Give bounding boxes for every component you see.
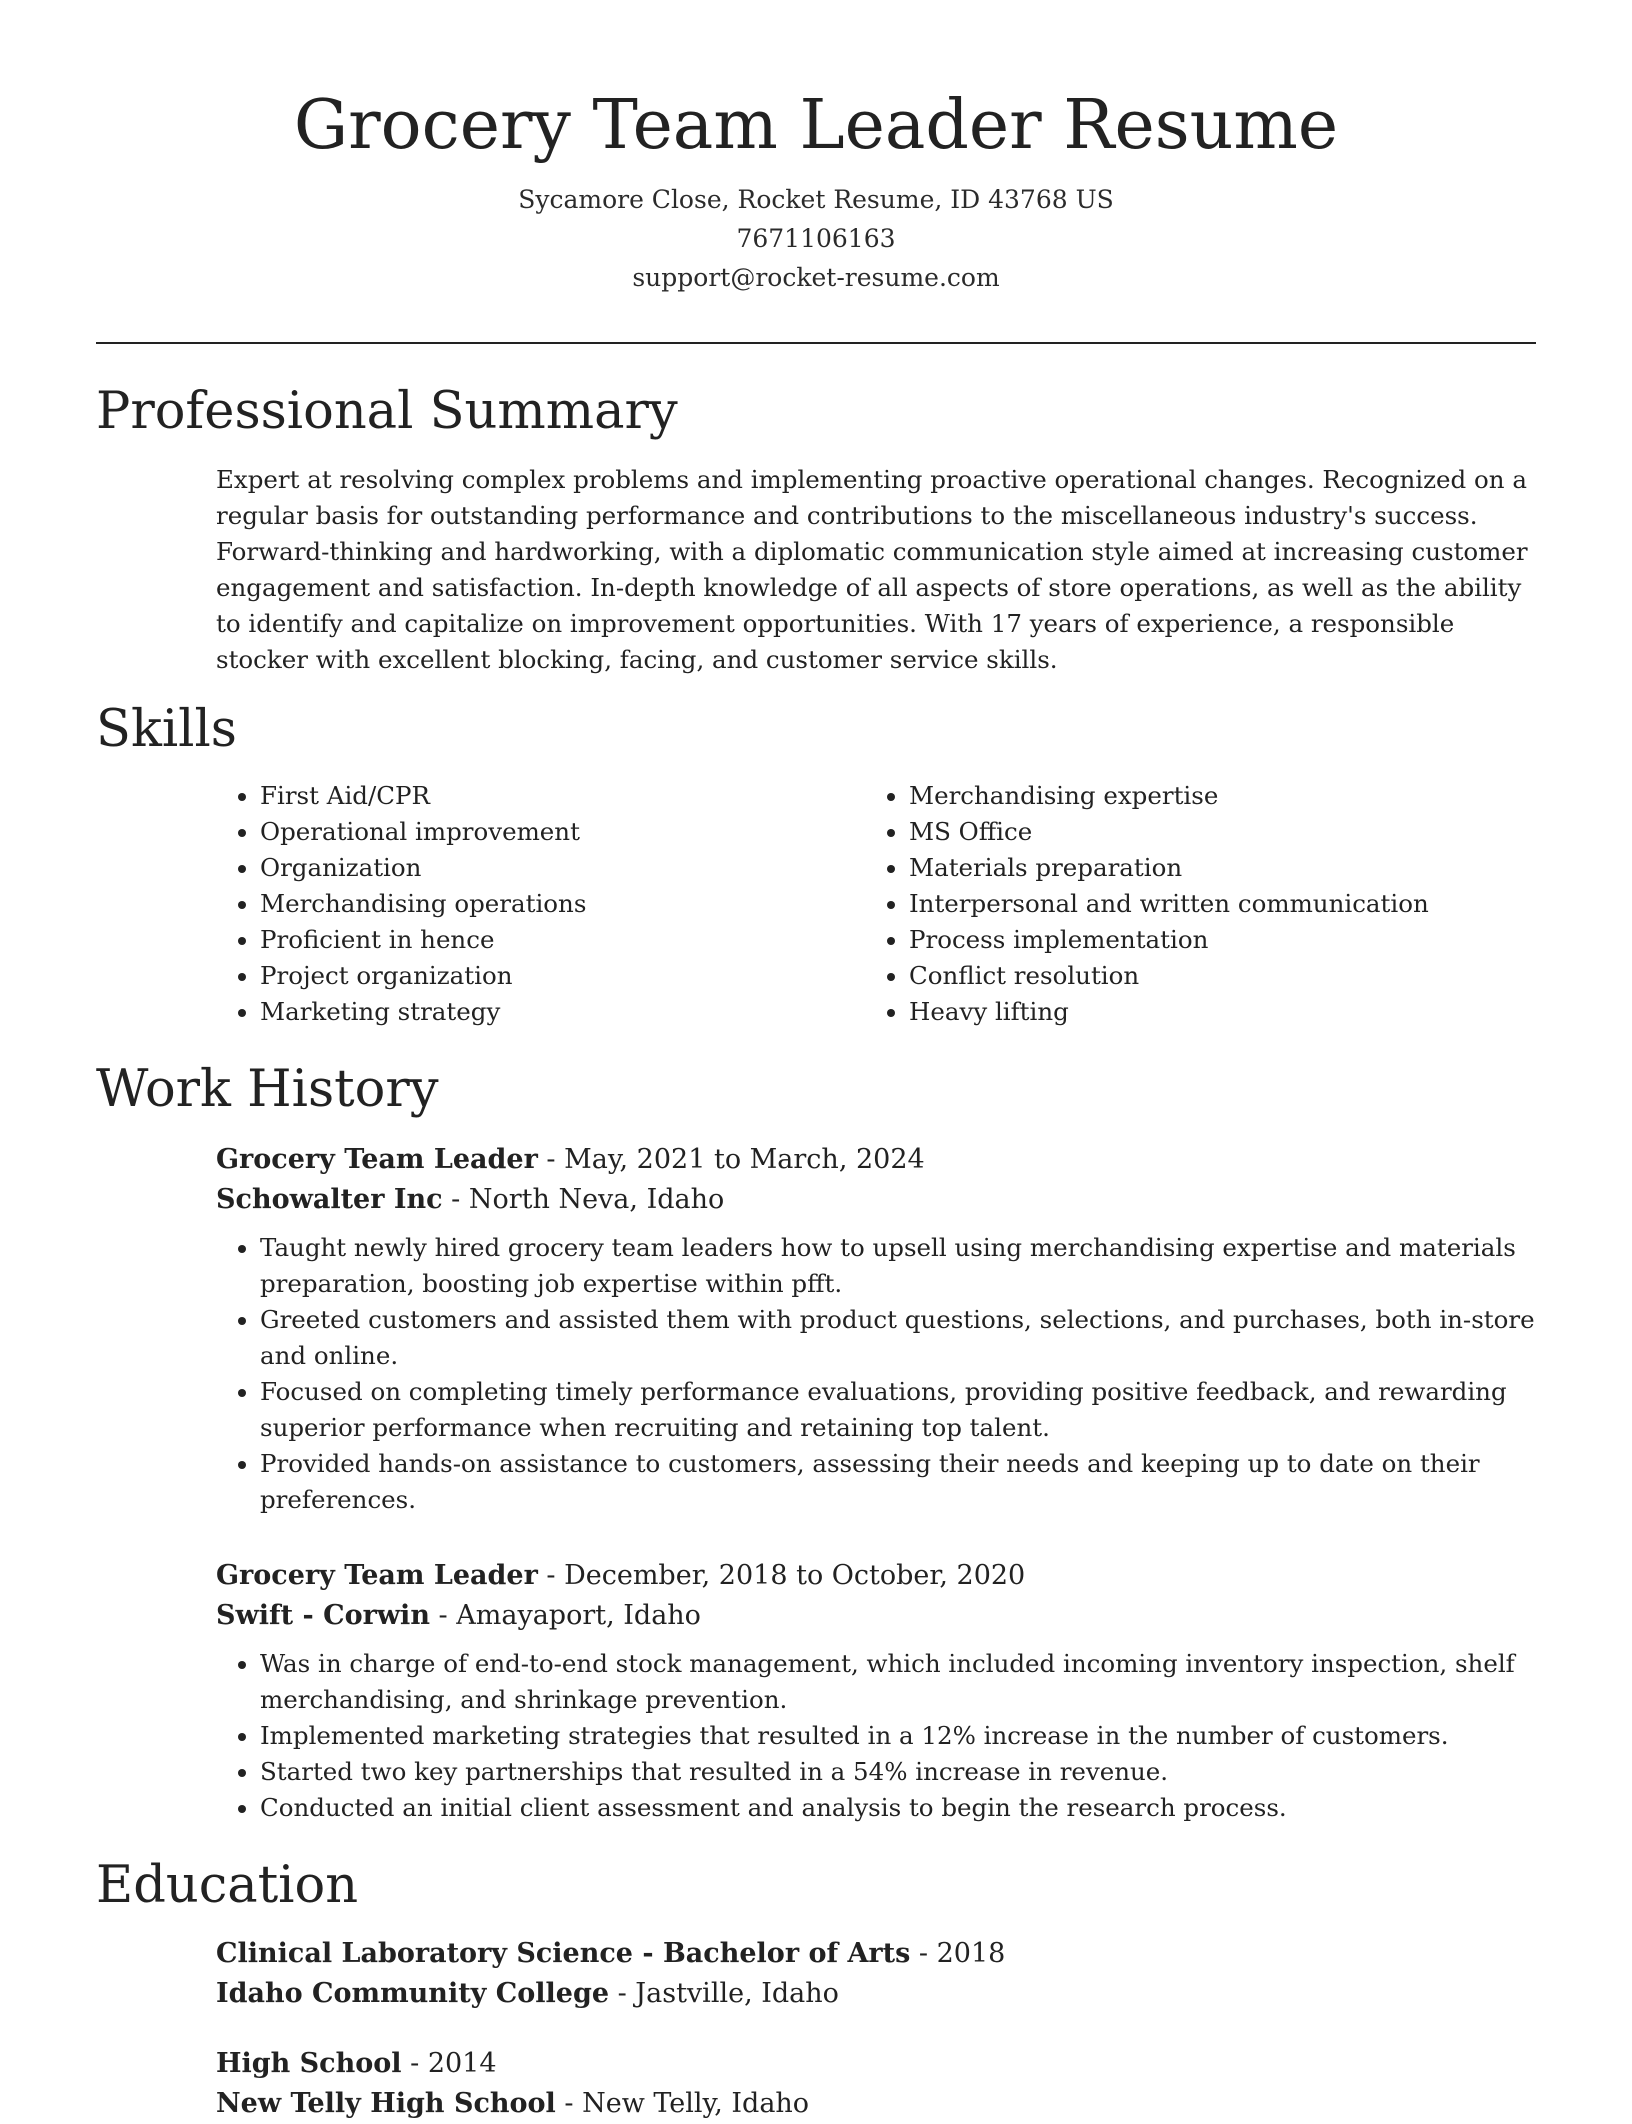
skill-item: • Interpersonal and written communication	[909, 886, 1505, 922]
education-school: Idaho Community College	[216, 1978, 610, 2009]
skill-item: • Operational improvement	[260, 814, 856, 850]
education-degree: High School	[216, 2048, 402, 2079]
job-location: - North Neva, Idaho	[442, 1184, 725, 1215]
skill-item: • Heavy lifting	[909, 994, 1505, 1030]
job-bullet: • Taught newly hired grocery team leaders how to upsell using merchandising expertise and materials preparation, boosting job expertise within pfft.	[260, 1230, 1536, 1302]
education-heading: Education	[96, 1856, 359, 1915]
skill-item: • Merchandising operations	[260, 886, 856, 922]
job-role: Grocery Team Leader	[216, 1144, 538, 1175]
education-school-line	[216, 2084, 1536, 2124]
job-bullet: • Focused on completing timely performance evaluations, providing positive feedback, and rewarding superior performance when recruiting and retaining top talent.	[260, 1374, 1536, 1446]
skill-item: • Proficient in hence	[260, 922, 856, 958]
job-bullet: • Implemented marketing strategies that resulted in a 12% increase in the number of customers.	[260, 1718, 1536, 1754]
skill-item: • Conflict resolution	[909, 958, 1505, 994]
job-bullets	[216, 1230, 1536, 1518]
education-year: - 2014	[401, 2048, 497, 2079]
job-dates: - December, 2018 to October, 2020	[537, 1560, 1026, 1591]
job-title-line	[216, 1140, 1536, 1180]
education-degree-line	[216, 1934, 1536, 1974]
skill-item: • Merchandising expertise	[909, 778, 1505, 814]
job-location: - Amayaport, Idaho	[429, 1600, 701, 1631]
job-bullet: • Greeted customers and assisted them with product questions, selections, and purchases, both in-store and online.	[260, 1302, 1536, 1374]
summary-heading: Professional Summary	[96, 382, 678, 441]
job-entry	[216, 1140, 1536, 1518]
job-dates: - May, 2021 to March, 2024	[537, 1144, 925, 1175]
resume-header	[0, 0, 1632, 297]
skill-item: • First Aid/CPR	[260, 778, 856, 814]
education-year: - 2018	[910, 1938, 1006, 1969]
contact-email: support@rocket-resume.com	[632, 263, 1000, 292]
job-role: Grocery Team Leader	[216, 1560, 538, 1591]
skills-column-left	[216, 778, 856, 1030]
education-school: New Telly High School	[216, 2088, 556, 2119]
skill-item: • Process implementation	[909, 922, 1505, 958]
job-entry	[216, 1556, 1536, 1826]
header-divider	[96, 342, 1536, 344]
work-history-heading: Work History	[96, 1060, 439, 1119]
job-company-line	[216, 1596, 1536, 1636]
resume-title: Grocery Team Leader Resume	[293, 86, 1339, 165]
skill-item: • MS Office	[909, 814, 1505, 850]
job-bullets	[216, 1646, 1536, 1826]
education-location: - New Telly, Idaho	[555, 2088, 810, 2119]
job-title-line	[216, 1556, 1536, 1596]
skill-item: • Organization	[260, 850, 856, 886]
skills-column-right	[865, 778, 1505, 1030]
education-entry	[216, 1934, 1536, 2014]
education-school-line	[216, 1974, 1536, 2014]
skill-item: • Marketing strategy	[260, 994, 856, 1030]
job-bullet: • Started two key partnerships that resulted in a 54% increase in revenue.	[260, 1754, 1536, 1790]
skills-heading: Skills	[96, 700, 237, 759]
job-bullet: • Provided hands-on assistance to customers, assessing their needs and keeping up to date on their preferences.	[260, 1446, 1536, 1518]
education-degree: Clinical Laboratory Science - Bachelor of Arts	[216, 1938, 911, 1969]
job-company: Schowalter Inc	[216, 1184, 443, 1215]
education-location: - Jastville, Idaho	[609, 1978, 839, 2009]
skill-item: • Project organization	[260, 958, 856, 994]
summary-text: Expert at resolving complex problems and implementing proactive operational changes. Recognized on a regular basis for outstanding performance and contributions to the miscellaneous industry's success. Forward-thinking and hardworking, with a diplomatic communication style aimed at increasing customer engagement and satisfaction. In-depth knowledge of all aspects of store operations, as well as the ability to identify and capitalize on improvement opportunities. With 17 years of experience, a responsible stocker with excellent blocking, facing, and customer service skills.	[216, 465, 1528, 674]
contact-phone: 7671106163	[736, 224, 896, 253]
job-company-line	[216, 1180, 1536, 1220]
contact-block	[0, 180, 1632, 297]
job-bullet: • Conducted an initial client assessment and analysis to begin the research process.	[260, 1790, 1536, 1826]
job-bullet: • Was in charge of end-to-end stock management, which included incoming inventory inspection, shelf merchandising, and shrinkage prevention.	[260, 1646, 1536, 1718]
education-degree-line	[216, 2044, 1536, 2084]
job-company: Swift - Corwin	[216, 1600, 430, 1631]
skill-item: • Materials preparation	[909, 850, 1505, 886]
education-entry	[216, 2044, 1536, 2124]
contact-address: Sycamore Close, Rocket Resume, ID 43768 US	[518, 185, 1114, 214]
